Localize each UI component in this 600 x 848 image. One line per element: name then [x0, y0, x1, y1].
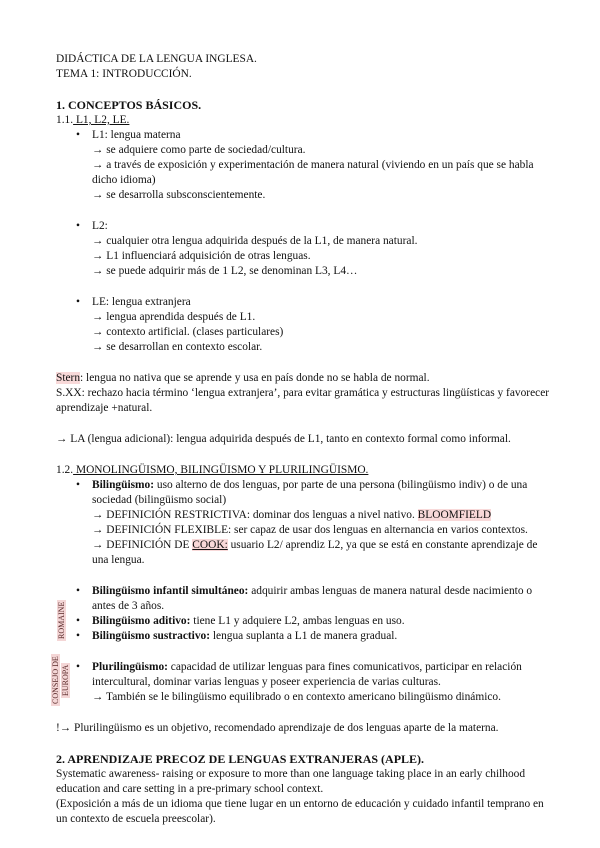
bullet-icon: •: [76, 585, 80, 597]
subsection-title: L1, L2, LE.: [73, 114, 130, 126]
sustractivo-text: lengua suplanta a L1 de manera gradual.: [210, 630, 398, 642]
bloomfield-label: BLOOMFIELD: [417, 509, 492, 521]
l2-point-1: → cualquier otra lengua adquirida después de la L1, de manera natural.: [92, 235, 418, 247]
bullet-icon: •: [76, 220, 80, 232]
sxx-paragraph: S.XX: rechazo hacia término ‘lengua extranjera’, para evitar gramática y estructuras lingüísticas y favorecer aprendizaje +natural.: [56, 387, 550, 414]
subsection-1-1-heading: [56, 113, 556, 128]
bilinguismo-text: uso alterno de dos lenguas, por parte de una persona (bilingüismo indiv) o de una sociedad (bilingüismo social): [92, 479, 528, 506]
definition-restrictiva: [56, 508, 556, 523]
bullet-icon: •: [76, 296, 80, 308]
simultaneo-label: Bilingüismo infantil simultáneo:: [92, 585, 249, 597]
bullet-icon: •: [76, 129, 80, 141]
list-item-bilinguismo: [56, 478, 556, 508]
bullet-icon: •: [76, 479, 80, 491]
list-item-le: [56, 295, 556, 310]
definition-cook: [56, 538, 556, 568]
doc-title: DIDÁCTICA DE LA LENGUA INGLESA.: [56, 53, 257, 65]
plurilinguismo-note: → También se le bilingüismo equilibrado o en contexto americano bilingüismo dinámico.: [92, 691, 501, 703]
aditivo-label: Bilingüismo aditivo:: [92, 615, 191, 627]
l2-head: L2:: [92, 220, 108, 232]
bilinguismo-label: Bilingüismo:: [92, 479, 155, 491]
list-item-l2: [56, 219, 556, 234]
l1-point-3: → se desarrolla subsconscientemente.: [92, 189, 266, 201]
stern-definition: [56, 371, 556, 386]
cook-label: COOK:: [192, 539, 228, 551]
l2-point-2: → L1 influenciará adquisición de otras lenguas.: [92, 250, 311, 262]
simultaneo-text: adquirir ambas lenguas de manera natural desde nacimiento o antes de 3 años.: [92, 585, 533, 612]
document-page: [56, 52, 556, 827]
l1-point-1: → se adquiere como parte de sociedad/cultura.: [92, 144, 306, 156]
subsection-number: 1.2.: [56, 464, 74, 476]
section-1-heading: 1. CONCEPTOS BÁSICOS.: [56, 98, 202, 112]
margin-note-europa: EUROPA: [61, 664, 70, 696]
plurilinguismo-remark: !→ Plurilingüismo es un objetivo, recomendado aprendizaje de dos lenguas aparte de la materna.: [56, 722, 499, 734]
list-item-sustractivo: [56, 629, 556, 644]
stern-text: : lengua no nativa que se aprende y usa en país donde no se habla de normal.: [80, 372, 430, 384]
definition-cook-prefix: → DEFINICIÓN DE: [92, 539, 193, 551]
l2-point-3: → se puede adquirir más de 1 L2, se denominan L3, L4…: [92, 265, 358, 277]
subsection-1-2-heading: [56, 463, 556, 478]
plurilinguismo-text: capacidad de utilizar lenguas para fines comunicativos, participar en relación intercultural, dominar varias lenguas y poseer experiencia de varias culturas.: [92, 661, 522, 688]
subsection-number: 1.1.: [56, 114, 74, 126]
list-item-plurilinguismo: [56, 660, 556, 690]
aditivo-text: tiene L1 y adquiere L2, ambas lenguas en uso.: [190, 615, 405, 627]
doc-subtitle: TEMA 1: INTRODUCCIÓN.: [56, 68, 192, 80]
le-point-2: → contexto artificial. (clases particulares): [92, 326, 284, 338]
list-item-simultaneo: [56, 584, 556, 614]
aple-definition-es: (Exposición a más de un idioma que tiene lugar en un entorno de educación y cuidado infantil temprano en un contexto de escuela preescolar).: [56, 798, 544, 825]
le-point-1: → lengua aprendida después de L1.: [92, 311, 256, 323]
bullet-icon: •: [76, 615, 80, 627]
l1-point-2: → a través de exposición y experimentación de manera natural (viviendo en un país que se habla dicho idioma): [92, 159, 534, 186]
la-definition: → LA (lengua adicional): lengua adquirida después de L1, tanto en contexto formal como informal.: [56, 433, 511, 445]
le-point-3: → se desarrollan en contexto escolar.: [92, 341, 263, 353]
l1-head: L1: lengua materna: [92, 129, 181, 141]
le-head: LE: lengua extranjera: [92, 296, 191, 308]
stern-label: Stern: [56, 372, 81, 384]
aple-definition-en: Systematic awareness- raising or exposure to more than one language taking place in an early chilhood education and care setting in a pre-primary school context.: [56, 768, 526, 795]
list-item-l1: [56, 128, 556, 143]
plurilinguismo-label: Plurilingüismo:: [92, 661, 168, 673]
definition-cook-text: usuario L2/ aprendiz L2, ya que se está en constante aprendizaje de una lengua.: [92, 539, 538, 566]
margin-note-romaine: ROMAINE: [57, 601, 66, 639]
section-2-heading: 2. APRENDIZAJE PRECOZ DE LENGUAS EXTRANJERAS (APLE).: [56, 752, 425, 766]
subsection-title: MONOLINGÜISMO, BILINGÜISMO Y PLURILINGÜISMO.: [73, 464, 369, 476]
list-item-aditivo: [56, 614, 556, 629]
sustractivo-label: Bilingüismo sustractivo:: [92, 630, 211, 642]
definition-flexible: → DEFINICIÓN FLEXIBLE: ser capaz de usar dos lenguas en alternancia en varios contextos.: [92, 524, 528, 536]
margin-note-consejo: CONSEJO DE: [51, 656, 60, 704]
bullet-icon: •: [76, 661, 80, 673]
bullet-icon: •: [76, 630, 80, 642]
definition-restrictiva-text: → DEFINICIÓN RESTRICTIVA: dominar dos lenguas a nivel nativo.: [92, 509, 418, 521]
